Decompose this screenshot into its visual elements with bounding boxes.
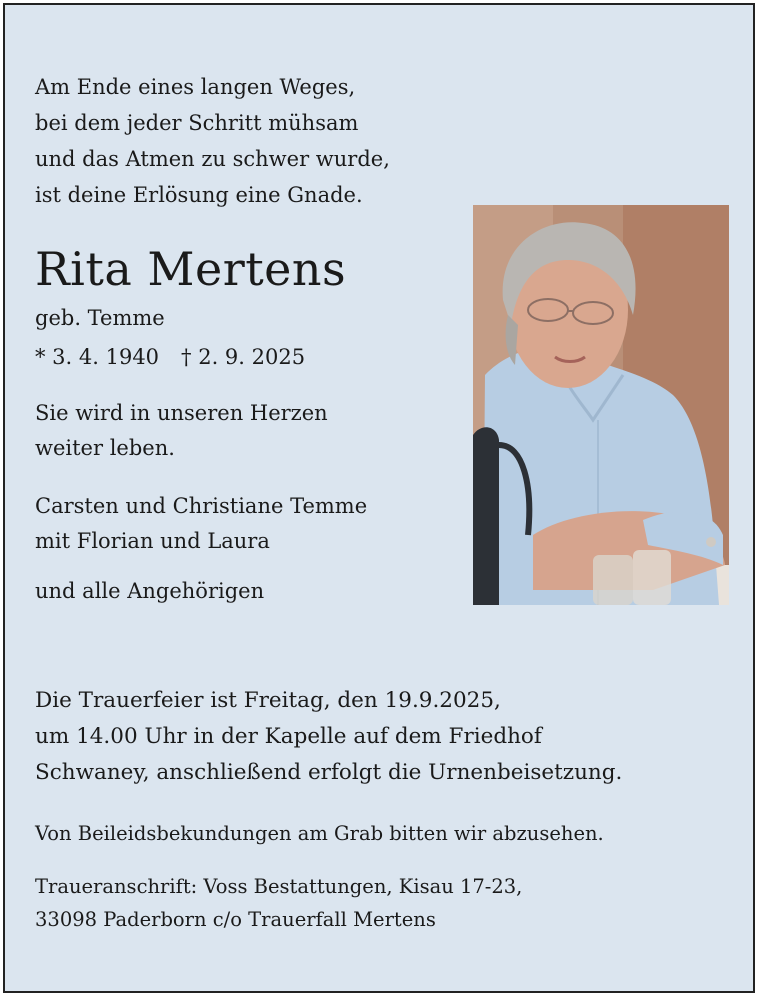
- verse-line: Am Ende eines langen Weges,: [35, 75, 356, 99]
- ceremony-line: Schwaney, anschließend erfolgt die Urnenbeisetzung.: [35, 760, 623, 785]
- memory-line: weiter leben.: [35, 436, 175, 460]
- condolence-note: Von Beileidsbekundungen am Grab bitten wir abzusehen.: [35, 822, 604, 845]
- verse-line: und das Atmen zu schwer wurde,: [35, 147, 390, 171]
- address-line: Traueranschrift: Voss Bestattungen, Kisau 17-23,: [35, 875, 523, 898]
- ceremony-line: um 14.00 Uhr in der Kapelle auf dem Friedhof: [35, 724, 542, 749]
- memory-text: [35, 396, 328, 466]
- mourning-address: [35, 870, 522, 936]
- birth-date: * 3. 4. 1940: [35, 345, 160, 369]
- deceased-name: Rita Mertens: [35, 242, 347, 296]
- mourner-line: mit Florian und Laura: [35, 529, 270, 553]
- death-date: † 2. 9. 2025: [181, 345, 306, 369]
- ceremony-line: Die Trauerfeier ist Freitag, den 19.9.2025,: [35, 688, 501, 713]
- memory-line: Sie wird in unseren Herzen: [35, 401, 328, 425]
- verse-line: bei dem jeder Schritt mühsam: [35, 111, 359, 135]
- mourner-line: Carsten und Christiane Temme: [35, 494, 368, 518]
- life-dates: [35, 340, 305, 374]
- memorial-verse: [35, 69, 390, 213]
- obituary-card: [3, 3, 755, 993]
- address-line: 33098 Paderborn c/o Trauerfall Mertens: [35, 908, 436, 931]
- birth-name: geb. Temme: [35, 306, 165, 330]
- verse-line: ist deine Erlösung eine Gnade.: [35, 183, 363, 207]
- mourners: [35, 489, 367, 559]
- portrait-photo: [473, 205, 729, 605]
- funeral-details: [35, 683, 622, 791]
- relatives: und alle Angehörigen: [35, 579, 265, 603]
